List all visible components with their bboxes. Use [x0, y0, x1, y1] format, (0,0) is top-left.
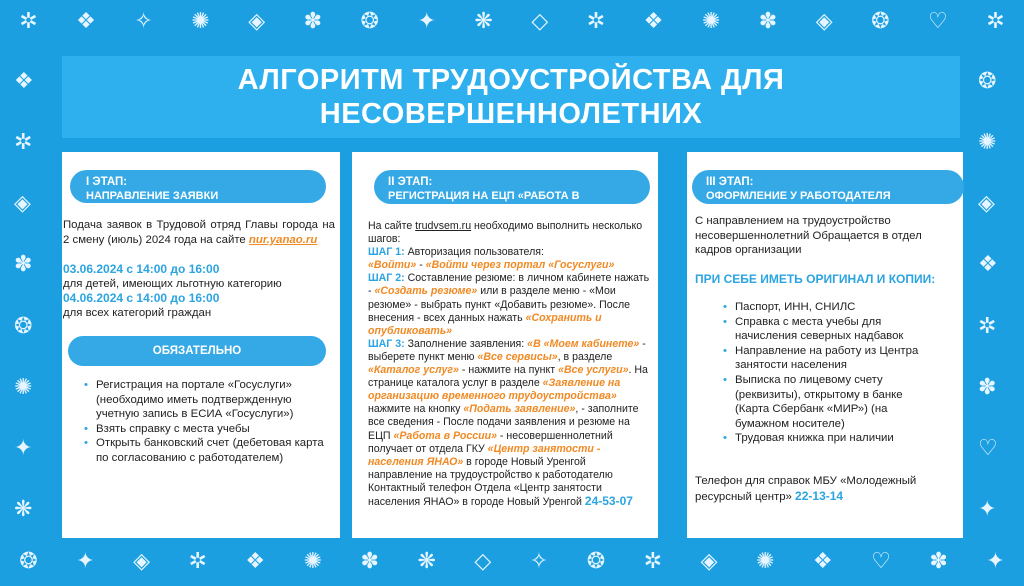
required-list	[82, 378, 332, 466]
ornament-icon: ❂	[586, 548, 606, 573]
ornament-icon: ✺	[701, 8, 721, 33]
text: На сайте	[368, 220, 416, 232]
ornament-icon: ❖	[812, 548, 833, 573]
nur-yanao-link[interactable]: nur.yanao.ru	[248, 233, 318, 246]
ornament-icon: ◈	[978, 190, 995, 216]
ornament-icon: ❖	[76, 8, 96, 33]
list-item: • Открыть банковский счет (дебетовая карта по согласованию с работодателем)	[82, 436, 332, 465]
stage-2-body	[368, 220, 652, 509]
stage-3-heading: ОФОРМЛЕНИЕ У РАБОТОДАТЕЛЯ	[706, 190, 891, 202]
ornament-icon: ✦	[14, 435, 33, 461]
stage-2-label: II ЭТАП:	[388, 176, 433, 188]
documents-heading: ПРИ СЕБЕ ИМЕТЬ ОРИГИНАЛ И КОПИИ:	[695, 272, 936, 286]
step-3-action: «Каталог услуг»	[368, 364, 459, 377]
ornament-icon: ♡	[871, 548, 891, 573]
ornament-icon: ✧	[134, 8, 153, 33]
ornament-icon: ✺	[191, 8, 210, 33]
ornament-icon: ◈	[133, 548, 150, 573]
stage-3-label: III ЭТАП:	[706, 176, 754, 188]
ornament-icon: ❂	[871, 8, 890, 33]
ornament-icon: ❋	[14, 496, 33, 522]
ornament-icon: ♡	[978, 435, 998, 461]
title-band	[62, 56, 960, 138]
date-1-note: для детей, имеющих льготную категорию	[63, 277, 282, 290]
ornament-icon: ✦	[986, 548, 1005, 573]
step-3-action: «Работа в России»	[393, 429, 497, 442]
ornament-icon: ◈	[815, 8, 833, 33]
required-header: ОБЯЗАТЕЛЬНО	[68, 336, 326, 366]
step-3-action: «Все сервисы»	[477, 350, 558, 363]
ornament-icon: ◈	[700, 548, 718, 573]
title-line-1: АЛГОРИТМ ТРУДОУСТРОЙСТВА ДЛЯ	[237, 64, 785, 96]
list-item: • Взять справку с места учебы	[82, 422, 332, 437]
text: . На странице каталога услуг в разделе	[368, 364, 648, 390]
list-item: • Паспорт, ИНН, СНИЛС	[721, 300, 921, 315]
title-line-2: НЕСОВЕРШЕННОЛЕТНИХ	[319, 98, 703, 130]
text: или в разделе меню - «Мои резюме» - выбрать пункт «Добавить резюме». После внесения - всех данных нажать	[368, 285, 631, 324]
list-item: • Справка с места учебы для начисления северных надбавок	[721, 315, 921, 344]
ornament-icon: ❂	[19, 548, 38, 573]
step-3-action: «Центр занятости - населения ЯНАО»	[368, 442, 601, 468]
ornament-icon: ✽	[360, 548, 379, 573]
step-3-action: «Заявление на организацию временного трудоустройства»	[368, 377, 621, 403]
ornament-icon: ❋	[474, 8, 493, 33]
ornament-icon: ✦	[76, 548, 95, 573]
ornament-border-left	[14, 50, 34, 540]
text: необходимо выполнить несколько шагов:	[368, 220, 643, 246]
stage-2-heading: РЕГИСТРАЦИЯ НА ЕЦП «РАБОТА В РОССИИ»	[388, 190, 580, 216]
text: Составление резюме: в личном кабинете нажать -	[368, 272, 650, 298]
ornament-icon: ✽	[929, 548, 948, 573]
ornament-icon: ❖	[643, 8, 664, 33]
ornament-icon: ◇	[474, 548, 492, 573]
text: в городе Новый Уренгой направление на трудоустройство к работодателю Контактный телефон Отдела «Центр занятости населения ЯНАО» в городе Новый Уренгой	[368, 455, 613, 508]
stage-1-heading: НАПРАВЛЕНИЕ ЗАЯВКИ	[86, 190, 219, 202]
list-item: • Трудовая книжка при наличии	[721, 431, 921, 446]
stage-1-panel	[62, 152, 340, 538]
step-1-action: «Войти»	[368, 259, 417, 272]
stage-2-phone: 24-53-07	[584, 493, 633, 508]
list-item: • Регистрация на портале «Госуслуги» (необходимо иметь подтвержденную учетную запись в ЕСИА «Госуслуги»)	[82, 378, 332, 422]
stage-1-intro-block	[63, 218, 335, 247]
stage-3-panel	[687, 152, 963, 538]
ornament-icon: ❂	[978, 67, 997, 93]
text: Заполнение заявления:	[404, 337, 528, 350]
ornament-border-bottom	[0, 548, 1024, 574]
date-1: 03.06.2024 с 14:00 до 16:00	[63, 262, 220, 276]
ornament-icon: ◈	[14, 190, 31, 216]
date-2-note: для всех категорий граждан	[63, 306, 212, 319]
ornament-icon: ♡	[928, 8, 948, 33]
stage-3-header	[692, 170, 964, 204]
ornament-icon: ✽	[303, 8, 323, 33]
text: , - заполните все сведения - После подачи заявления и резюме на ЕЦП	[368, 403, 639, 442]
ornament-icon: ❖	[14, 67, 34, 93]
step-3-action: «Подать заявление»	[463, 403, 576, 416]
step-2-action: «Создать резюме»	[374, 285, 478, 298]
step-1-action: «Войти через портал «Госуслуги»	[425, 259, 615, 272]
ornament-icon: ❖	[978, 251, 998, 277]
ornament-icon: ✺	[14, 373, 33, 399]
step-1-label: ШАГ 1:	[368, 246, 405, 259]
ornament-icon: ✲	[643, 548, 663, 573]
step-2-action: «Сохранить и опубликовать»	[368, 311, 602, 337]
ornament-icon: ◈	[248, 8, 266, 33]
list-item: • Направление на работу из Центра занятости населения	[721, 344, 921, 373]
stage-1-intro: Подача заявок в Трудовой отряд Главы города на 2 смену (июль) 2024 года на сайте	[63, 219, 335, 246]
ornament-icon: ✲	[978, 312, 997, 338]
text: -	[416, 259, 426, 272]
ornament-icon: ❖	[245, 548, 266, 573]
stage-1-dates	[63, 262, 335, 320]
ornament-icon: ✺	[303, 548, 323, 573]
ornament-icon: ✺	[755, 548, 775, 573]
stage-3-phone: 22-13-14	[795, 488, 844, 503]
text: - несовершеннолетний получает от отдела ГКУ	[368, 429, 613, 455]
ornament-icon: ✲	[14, 128, 33, 154]
trudvsem-link[interactable]: trudvsem.ru	[415, 220, 472, 232]
text: нажмите на кнопку	[368, 403, 464, 416]
ornament-border-top	[0, 8, 1024, 34]
step-3-action: «В «Моем кабинете»	[527, 337, 640, 350]
ornament-icon: ✲	[19, 8, 38, 33]
ornament-icon: ✲	[586, 8, 606, 33]
text: - выберете пункт меню	[368, 337, 646, 363]
ornament-icon: ✲	[986, 8, 1005, 33]
step-2-label: ШАГ 2:	[368, 272, 405, 285]
stage-1-label: I ЭТАП:	[86, 176, 128, 188]
step-3-label: ШАГ 3:	[368, 337, 405, 350]
stage-1-header	[70, 170, 326, 203]
ornament-icon: ❂	[14, 312, 33, 338]
contact-text: Телефон для справок МБУ «Молодежный ресурсный центр»	[695, 475, 917, 503]
ornament-icon: ❂	[360, 8, 379, 33]
stage-3-contact	[695, 474, 957, 504]
stage-3-intro: С направлением на трудоустройство несовершеннолетний Обращается в отдел кадров организации	[695, 215, 922, 257]
documents-list	[721, 300, 921, 446]
ornament-icon: ◇	[531, 8, 549, 33]
ornament-icon: ✦	[978, 496, 997, 522]
ornament-icon: ❋	[417, 548, 436, 573]
ornament-icon: ✽	[14, 251, 33, 277]
page-title	[238, 63, 785, 131]
date-2: 04.06.2024 с 14:00 до 16:00	[63, 291, 220, 306]
ornament-icon: ✲	[188, 548, 207, 573]
list-item: • Выписка по лицевому счету (реквизиты), открытому в банке (Карта Сбербанк «МИР») (на бумажном носителе)	[721, 373, 921, 431]
stage-2-header	[374, 170, 650, 216]
ornament-icon: ✽	[758, 8, 778, 33]
ornament-icon: ✧	[529, 548, 549, 573]
text: , в разделе	[557, 350, 613, 363]
ornament-icon: ✽	[978, 373, 997, 399]
text: Авторизация пользователя:	[404, 246, 544, 259]
ornament-icon: ✺	[978, 128, 997, 154]
stage-2-panel	[352, 152, 658, 538]
ornament-icon: ✦	[417, 8, 436, 33]
text: - нажмите на пункт	[458, 364, 559, 377]
step-3-action: «Все услуги»	[558, 364, 629, 377]
ornament-border-right	[978, 50, 998, 540]
